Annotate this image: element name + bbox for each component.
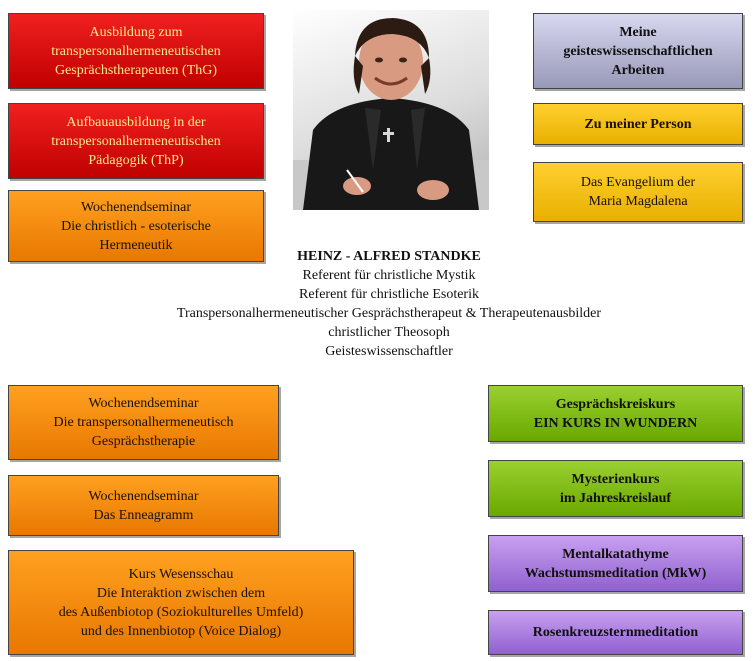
button-label-line: Zu meiner Person — [584, 116, 692, 132]
button-label-line: Maria Magdalena — [588, 194, 688, 209]
button-label-line: Wochenendseminar — [88, 396, 199, 411]
nav-button-seminar-enneagramm[interactable] — [8, 475, 279, 536]
button-label-line: Meine — [619, 24, 657, 40]
profile-title: christlicher Theosoph — [328, 325, 450, 340]
button-label-line: Gesprächstherapie — [91, 434, 196, 449]
button-label-line: transpersonalhermeneutischen — [51, 133, 221, 149]
nav-button-aufbauausbildung-thp[interactable] — [8, 103, 264, 179]
button-label-line: Wochenendseminar — [80, 199, 192, 215]
nav-button-evangelium-maria[interactable] — [533, 162, 743, 222]
button-label-line: Das Enneagramm — [93, 507, 194, 523]
button-label-line: Mysterienkurs — [571, 471, 660, 487]
button-label-line: Das Evangelium der — [580, 175, 696, 190]
button-label-line: Wochenendseminar — [88, 488, 199, 504]
portrait-illustration — [293, 10, 489, 210]
button-label-line: Gesprächskreiskurs — [555, 396, 676, 412]
button-label-line: Hermeneutik — [99, 237, 173, 253]
button-label-line: Aufbauausbildung in der — [66, 114, 206, 130]
button-label-line: geisteswissenschaftlichen — [563, 43, 713, 59]
button-label-line: Kurs Wesensschau — [128, 566, 234, 582]
button-label-line: Die christlich - esoterische — [61, 218, 211, 234]
button-label-line: im Jahreskreislauf — [559, 490, 672, 506]
nav-button-arbeiten[interactable] — [533, 13, 743, 89]
nav-button-wachstumsmeditation[interactable] — [488, 535, 743, 592]
button-label-line: und des Innenbiotop (Voice Dialog) — [80, 623, 282, 639]
nav-button-zu-meiner-person[interactable] — [533, 103, 743, 145]
nav-button-kurs-in-wundern[interactable] — [488, 385, 743, 442]
button-label-line: Die transpersonalhermeneutisch — [53, 415, 234, 430]
nav-button-seminar-gespraechstherapie[interactable] — [8, 385, 279, 460]
button-label-line: Arbeiten — [611, 62, 665, 78]
profile-name: HEINZ - ALFRED STANDKE — [297, 249, 481, 264]
nav-button-mysterienkurs[interactable] — [488, 460, 743, 517]
profile-title: Transpersonalhermeneutischer Gesprächstherapeut & Therapeutenausbilder — [176, 306, 602, 321]
button-label-line: Mentalkatathyme — [562, 546, 669, 562]
button-label-line: Pädagogik (ThP) — [88, 152, 184, 168]
nav-button-rosenkreuzsternmeditation[interactable] — [488, 610, 743, 655]
button-label-line: des Außenbiotop (Soziokulturelles Umfeld) — [58, 604, 304, 620]
button-label-line: EIN KURS IN WUNDERN — [533, 415, 698, 431]
profile-title: Geisteswissenschaftler — [325, 344, 453, 359]
profile-title: Referent für christliche Esoterik — [299, 287, 479, 302]
button-label-line: Rosenkreuzsternmeditation — [532, 625, 699, 640]
button-label-line: Die Interaktion zwischen dem — [96, 585, 266, 601]
nav-button-ausbildung-thg[interactable] — [8, 13, 264, 89]
profile-title: Referent für christliche Mystik — [302, 268, 476, 283]
button-label-line: Wachstumsmeditation (MkW) — [524, 565, 707, 581]
profile-info — [160, 247, 618, 361]
nav-button-kurs-wesensschau[interactable] — [8, 550, 354, 655]
button-label-line: Ausbildung zum — [89, 24, 183, 40]
portrait-photo — [293, 10, 489, 210]
button-label-line: transpersonalhermeneutischen — [51, 43, 221, 59]
button-label-line: Gesprächstherapeuten (ThG) — [54, 62, 218, 78]
